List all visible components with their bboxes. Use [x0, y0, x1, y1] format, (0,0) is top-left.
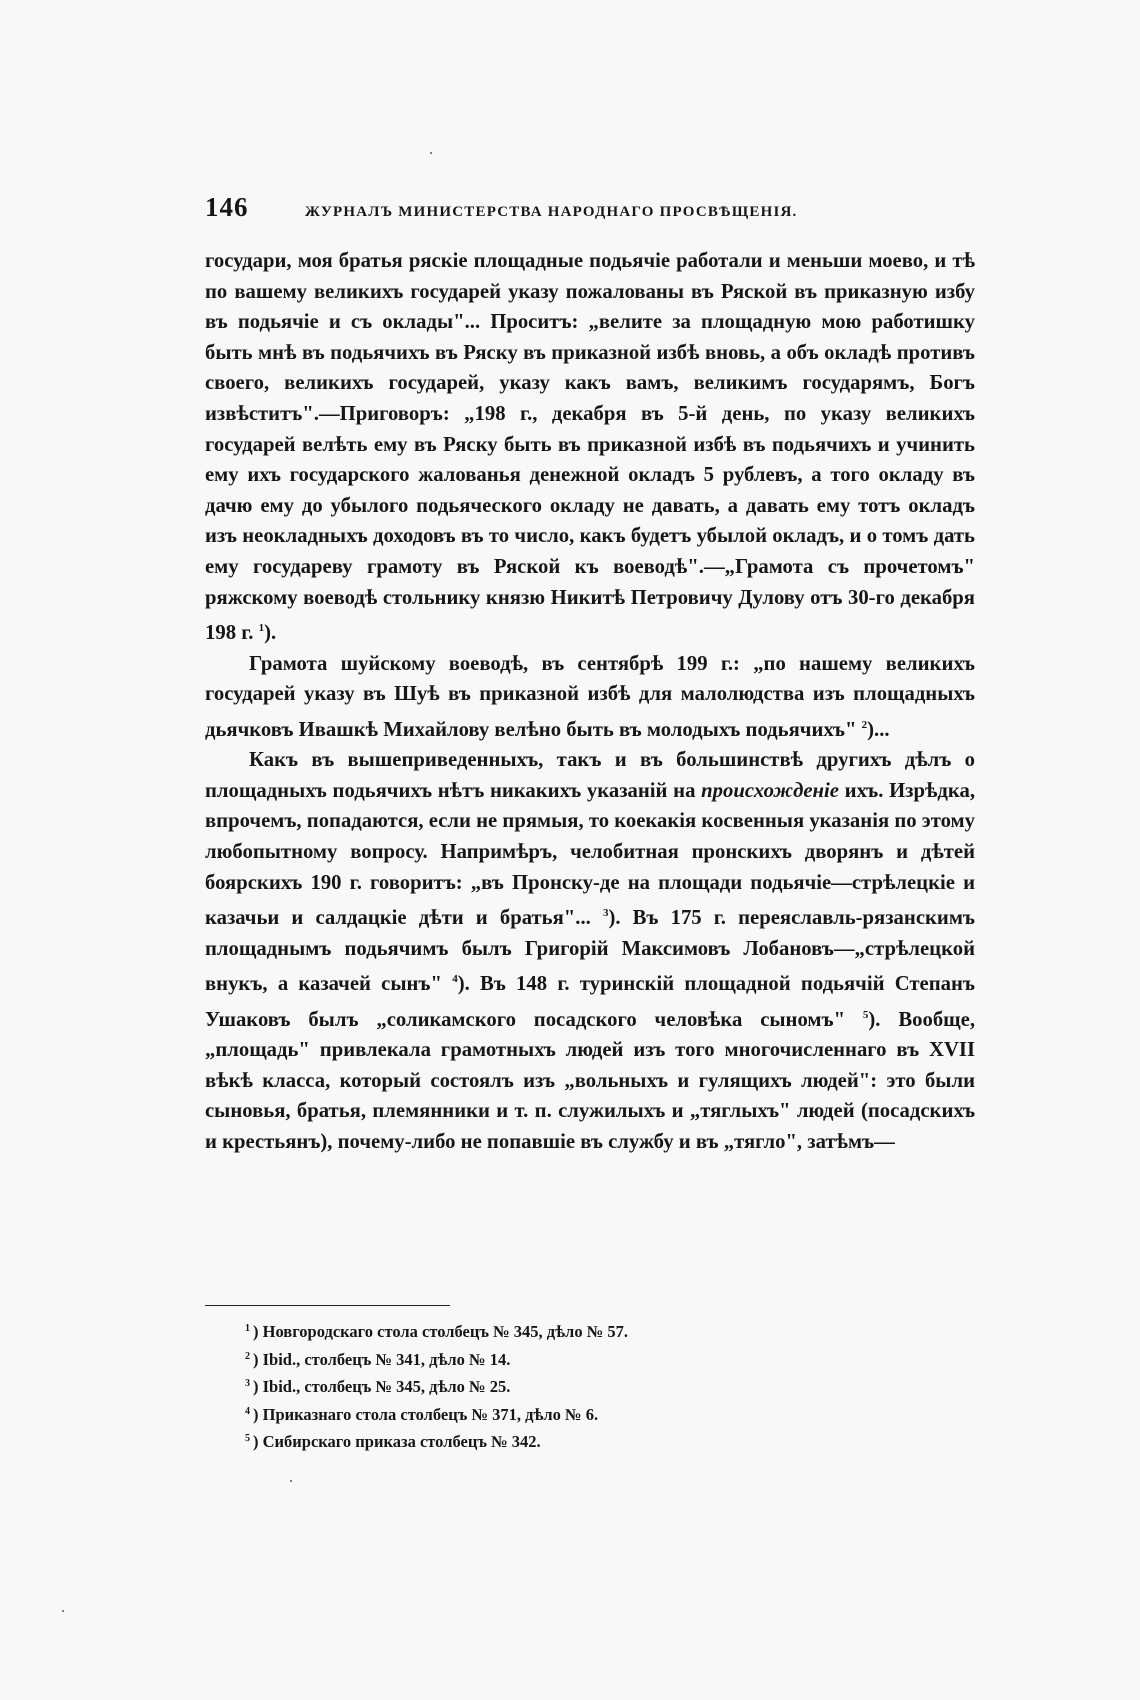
footnote: [245, 1400, 945, 1428]
scan-speck: [290, 1480, 292, 1482]
paragraph-3: [205, 745, 975, 1157]
paragraph-3-text-d: ). Въ 148 г. туринскій площадной подьячій Степанъ Ушаковъ былъ „соликамского посадского человѣка сыномъ": [205, 973, 975, 1031]
footnote-text: ) Сибирскаго приказа столбецъ № 342.: [253, 1432, 541, 1451]
footnote-text: ) Новгородскаго стола столбецъ № 345, дѣло № 57.: [253, 1322, 629, 1341]
footnote-text: ) Приказнаго стола столбецъ № 371, дѣло № 6.: [253, 1404, 599, 1424]
footnote-number: 3: [245, 1378, 250, 1389]
paragraph-1: [205, 246, 975, 649]
paragraph-2: [205, 649, 975, 746]
paragraph-1-text: государи, моя братья ряскіе площадные подьячіе работали и меньши моево, и тѣ по вашему великихъ государей указу пожалованы въ Ряской въ приказную избу въ подьячіе и съ оклады"... Проситъ: „велите за площадную мою работишку быть мнѣ въ подьячихъ въ Ряску въ приказной избѣ вновь, а объ окладѣ противъ своего, великихъ государей, указу какъ вамъ, великимъ государямъ, Богъ извѣститъ".—Приговоръ: „198 г., декабря въ 5-й день, по указу великихъ государей велѣть ему въ Ряску быть въ приказной избѣ въ подьячихъ и учинить ему ихъ государского жалованья денежной окладъ 5 рублевъ, а того окладу въ дачю ему до убылого подьяческого окладу не давать, а давать ему тотъ окладъ изъ неокладныхъ доходовъ въ то число, какъ будетъ убылой окладъ, и о томъ дать ему государеву грамоту въ Ряской къ воеводѣ".—„Грамота съ прочетомъ" ряжскому воеводѣ стольнику князю Никитѣ Петровичу Дулову отъ 30-го декабря 198 г.: [205, 250, 975, 645]
footnote-ref-3: 3: [602, 907, 609, 920]
paragraph-3-text-a: Какъ въ вышеприведенныхъ, такъ и въ большинствѣ другихъ дѣлъ о площадныхъ подьячихъ нѣтъ никакихъ указаній на: [205, 749, 975, 802]
scan-speck: [430, 152, 432, 154]
page-number: 146: [205, 192, 249, 222]
paragraph-3-text-c: ). Въ 175 г. переяславль-рязанскимъ площаднымъ подьячимъ былъ Григорій Максимовъ Лобановъ—„стрѣлецкой внукъ, а казачей сынъ": [205, 907, 975, 996]
paragraph-3-text-b: ихъ. Изрѣдка, впрочемъ, попадаются, если не прямыя, то коекакія косвенныя указанія по этому любопытному вопросу. Напримѣръ, челобитная пронскихъ дворянъ и дѣтей боярскихъ 190 г. говоритъ: „въ Пронску-де на площади подьячіе—стрѣлецкіе и казачьи и салдацкіе дѣти и братья"...: [205, 779, 975, 930]
footnote: [245, 1317, 945, 1345]
footnote: [245, 1345, 945, 1373]
footnote: [245, 1427, 945, 1455]
footnote-text: ) Ibid., столбецъ № 345, дѣло № 25.: [253, 1377, 511, 1396]
paragraph-3-emphasis: происхожденіе: [701, 779, 839, 802]
footnote-number: 4: [245, 1405, 250, 1417]
paragraph-1-end: ).: [264, 622, 277, 645]
footnote-number: 1: [245, 1323, 250, 1334]
footnote-divider: [205, 1305, 450, 1306]
footnote: [245, 1372, 945, 1400]
footnote-ref-4: 4: [452, 973, 458, 986]
running-title: ЖУРНАЛЪ МИНИСТЕРСТВА НАРОДНАГО ПРОСВѢЩЕНІЯ.: [305, 204, 798, 220]
paragraph-2-end: )...: [867, 718, 890, 741]
paragraph-2-text: Грамота шуйскому воеводѣ, въ сентябрѣ 199 г.: „по нашему великихъ государей указу въ Шуѣ въ приказной избѣ для малолюдства изъ площадныхъ дьячковъ Ивашкѣ Михайлову велѣно быть въ молодыхъ подьячихъ": [205, 652, 975, 741]
footnotes: [245, 1317, 945, 1455]
footnote-number: 2: [245, 1350, 250, 1362]
scan-speck: [62, 1610, 64, 1612]
footnote-number: 5: [245, 1433, 250, 1444]
footnote-text: ) Ibid., столбецъ № 341, дѣло № 14.: [253, 1349, 511, 1369]
footnote-ref-2: 2: [861, 718, 868, 731]
footnote-ref-5: 5: [862, 1008, 869, 1021]
running-header: [205, 192, 975, 223]
body-text: [205, 246, 975, 1158]
footnote-ref-1: 1: [258, 622, 265, 635]
paragraph-3-text-e: ). Вообще, „площадь" привлекала грамотныхъ людей изъ того многочисленнаго въ XVII вѣкѣ класса, который состоялъ изъ „вольныхъ и гулящихъ людей": это были сыновья, братья, племянники и т. п. служилыхъ и „тяглыхъ" людей (посадскихъ и крестьянъ), почему-либо не попавшіе въ службу и въ „тягло", затѣмъ—: [205, 1008, 975, 1154]
